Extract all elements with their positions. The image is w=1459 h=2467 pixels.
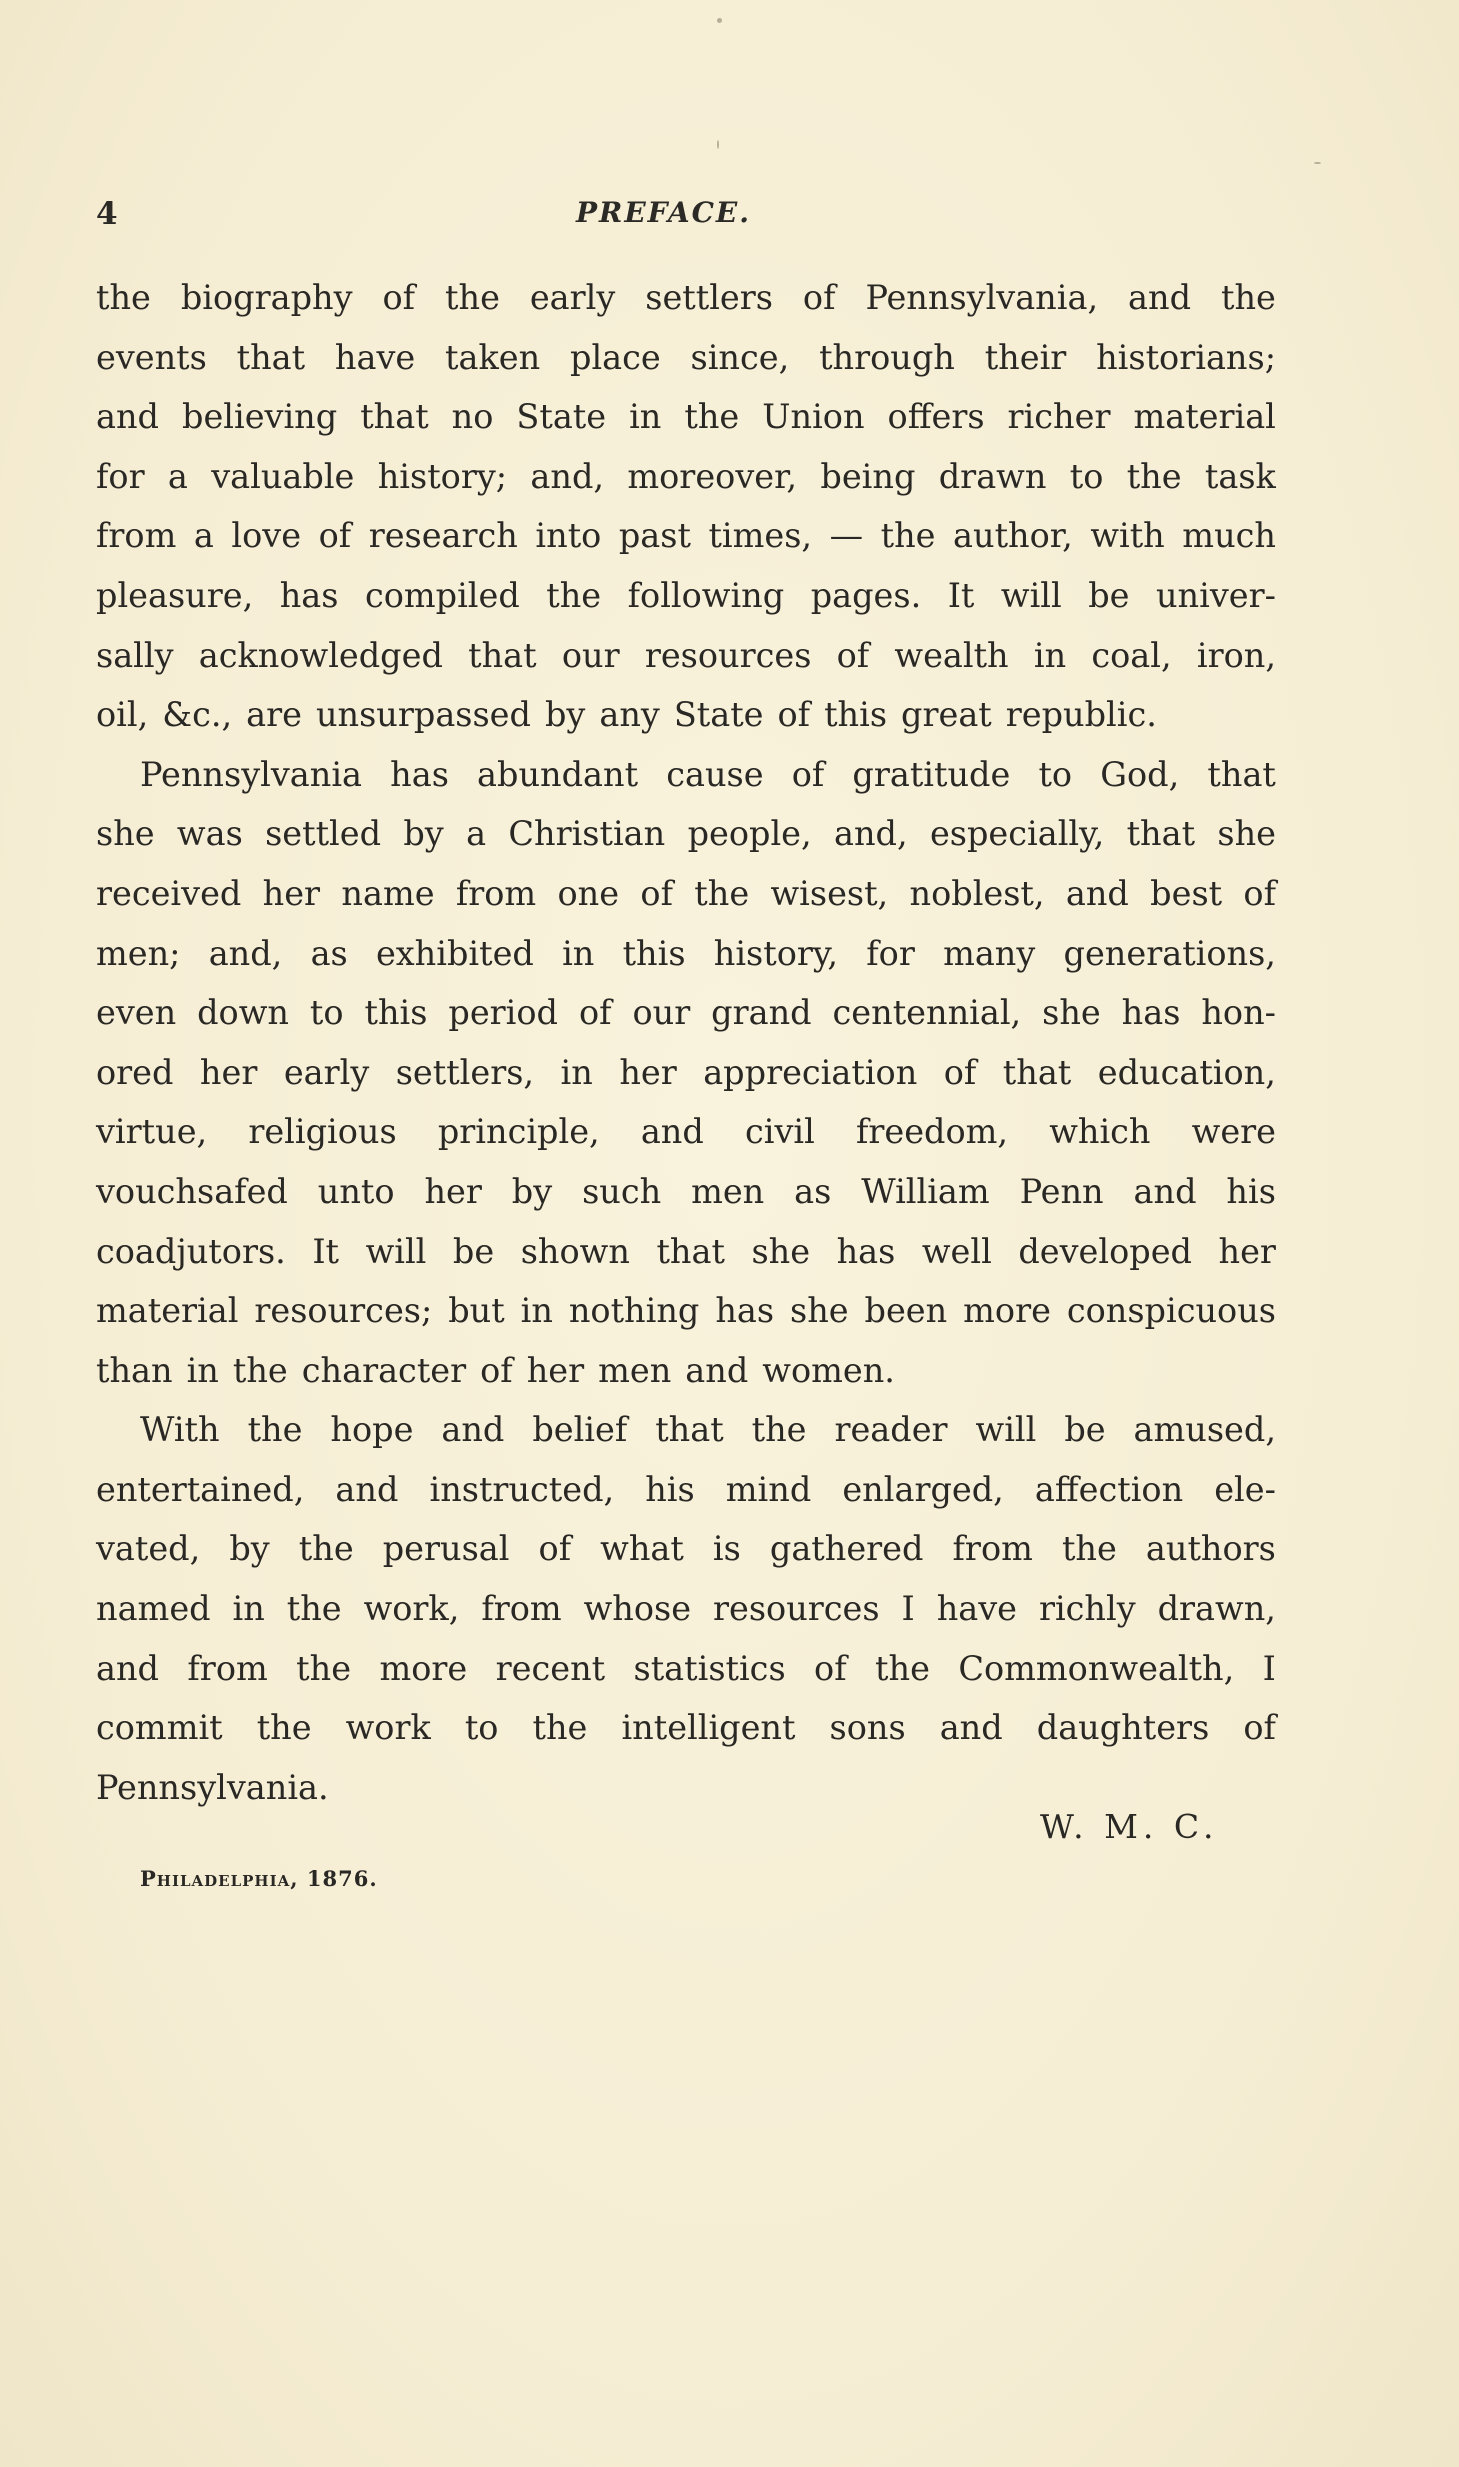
word: valuable	[211, 456, 355, 496]
word: much	[1182, 516, 1276, 556]
word: her	[424, 1171, 482, 1211]
word: her	[526, 1350, 585, 1390]
word: the	[247, 1410, 303, 1450]
text-line	[96, 1400, 1276, 1460]
word: their	[984, 337, 1067, 377]
word: sally	[96, 635, 174, 675]
word: any	[599, 695, 660, 735]
word: from	[187, 1648, 268, 1688]
word: in	[1033, 635, 1067, 675]
word: of	[777, 695, 811, 735]
word: in	[520, 1291, 553, 1331]
word: by	[544, 695, 586, 735]
word: and	[96, 1648, 159, 1688]
word: settlers	[645, 278, 773, 317]
text-line	[96, 924, 1276, 984]
paragraph	[96, 745, 1276, 1401]
word: vouchsafed	[96, 1171, 288, 1211]
word: name	[341, 873, 435, 913]
word: It	[947, 575, 975, 615]
word: early	[283, 1052, 370, 1092]
word: I	[901, 1589, 915, 1629]
word: that	[236, 337, 306, 377]
word: she	[790, 1291, 849, 1331]
word: down	[197, 993, 289, 1033]
word: work	[345, 1708, 431, 1748]
text-line	[96, 1281, 1276, 1341]
word: times,	[708, 516, 813, 556]
word: her	[619, 1052, 677, 1092]
page-number: 4	[96, 196, 118, 232]
word: named	[96, 1589, 211, 1629]
word: people,	[687, 814, 812, 854]
word: Christian	[508, 814, 666, 854]
word: of	[1243, 873, 1276, 913]
word: the	[684, 397, 740, 437]
word: will	[365, 1231, 427, 1271]
text-line	[96, 1222, 1276, 1282]
text-line	[96, 566, 1276, 626]
word: to	[1038, 754, 1073, 794]
word: republic.	[1005, 695, 1157, 735]
text-line	[96, 983, 1276, 1043]
word: Union	[762, 397, 865, 437]
word: no	[451, 397, 494, 437]
word: be	[452, 1231, 495, 1271]
word: the	[880, 516, 936, 556]
paragraph	[96, 268, 1276, 745]
word: and	[1133, 1171, 1197, 1211]
word: this	[824, 695, 888, 735]
word: cause	[666, 754, 764, 794]
word: this	[364, 993, 428, 1033]
text-line	[96, 1102, 1276, 1162]
text-line	[96, 1639, 1276, 1699]
word: what	[600, 1529, 684, 1569]
word: Pennsylvania,	[865, 278, 1099, 317]
word: unsurpassed	[315, 695, 531, 735]
word: in	[560, 1052, 593, 1092]
paragraph	[96, 1400, 1276, 1817]
word: her	[1218, 1231, 1276, 1271]
word: It	[312, 1231, 340, 1271]
word: sons	[829, 1708, 906, 1748]
word: early	[529, 278, 616, 317]
word: With	[140, 1410, 220, 1450]
word: iron,	[1196, 635, 1276, 675]
author-initials: W. M. C.	[1040, 1807, 1219, 1846]
word: education,	[1097, 1052, 1276, 1092]
word: our	[561, 635, 620, 675]
word: of	[538, 1529, 572, 1569]
word: compiled	[364, 575, 520, 615]
word: and	[939, 1708, 1003, 1748]
text-line	[96, 506, 1276, 566]
word: from	[455, 873, 537, 913]
text-line	[96, 1460, 1276, 1520]
word: from	[96, 516, 177, 556]
word: that	[656, 1231, 725, 1271]
word: the	[694, 873, 750, 913]
word: in	[232, 1589, 265, 1629]
word: biography	[180, 278, 353, 317]
word: that	[1002, 1052, 1072, 1092]
word: hope	[330, 1410, 414, 1450]
word: the	[232, 1350, 288, 1390]
word: unto	[317, 1171, 395, 1211]
word: more	[963, 1291, 1051, 1331]
word: research	[368, 516, 518, 556]
word: —	[829, 516, 864, 556]
word: offers	[887, 397, 985, 437]
word: historians;	[1096, 337, 1276, 377]
word: that	[360, 397, 429, 437]
word: that	[1207, 754, 1276, 794]
word: ored	[96, 1052, 174, 1092]
word: resources	[644, 635, 812, 675]
word: through	[819, 337, 955, 377]
word: coadjutors.	[96, 1231, 286, 1271]
word: belief	[532, 1410, 628, 1450]
word: religious	[248, 1112, 397, 1152]
text-line	[96, 1519, 1276, 1579]
word: and,	[208, 933, 283, 973]
word: since,	[690, 337, 790, 377]
ink-speck	[717, 18, 722, 23]
word: in	[562, 933, 595, 973]
word: enlarged,	[842, 1469, 1004, 1509]
word: nothing	[568, 1291, 700, 1331]
word: appreciation	[703, 1052, 918, 1092]
word: the	[286, 1589, 342, 1629]
word: wisest,	[770, 873, 889, 913]
word: received	[96, 873, 242, 913]
word: period	[448, 993, 558, 1033]
word: in	[186, 1350, 219, 1390]
text-line	[96, 328, 1276, 388]
word: history,	[713, 933, 839, 973]
word: resources	[713, 1589, 880, 1629]
word: Pennsylvania.	[96, 1767, 329, 1807]
word: to	[464, 1708, 499, 1748]
word: author,	[953, 516, 1073, 556]
word: but	[448, 1291, 505, 1331]
word: gathered	[769, 1529, 924, 1569]
word: is	[712, 1529, 741, 1569]
word: have	[936, 1589, 1017, 1629]
text-line	[96, 864, 1276, 924]
text-line	[96, 1341, 1276, 1401]
word: and	[685, 1350, 749, 1390]
word: into	[535, 516, 602, 556]
word: with	[1090, 516, 1165, 556]
word: amused,	[1133, 1410, 1276, 1450]
word: this	[622, 933, 686, 973]
word: shown	[520, 1231, 630, 1271]
word: whose	[583, 1589, 692, 1629]
word: and,	[833, 814, 908, 854]
word: God,	[1100, 754, 1180, 794]
word: pleasure,	[96, 575, 254, 615]
word: mind	[725, 1469, 812, 1509]
word: from	[481, 1589, 562, 1629]
text-line	[96, 626, 1276, 686]
word: she	[1217, 814, 1276, 854]
word: following	[627, 575, 785, 615]
word: be	[1088, 575, 1130, 615]
word: the	[298, 1529, 354, 1569]
word: by	[511, 1171, 553, 1211]
text-line	[96, 804, 1276, 864]
word: many	[943, 933, 1036, 973]
word: will	[1000, 575, 1062, 615]
word: well	[921, 1231, 992, 1271]
word: settlers,	[395, 1052, 535, 1092]
word: past	[618, 516, 691, 556]
word: the	[751, 1410, 807, 1450]
word: of	[943, 1052, 977, 1092]
word: her	[199, 1052, 258, 1092]
word: univer-	[1155, 575, 1276, 615]
word: the	[546, 575, 602, 615]
word: believing	[182, 397, 338, 437]
word: and	[1065, 873, 1129, 913]
word: instructed,	[429, 1469, 615, 1509]
word: of	[1243, 1708, 1276, 1748]
word: such	[582, 1171, 662, 1211]
text-line	[96, 745, 1276, 805]
word: the	[296, 1648, 352, 1688]
word: and	[96, 397, 159, 437]
word: place	[570, 337, 661, 377]
word: the	[96, 278, 151, 317]
page-header	[96, 196, 1296, 246]
word: I	[1262, 1648, 1276, 1688]
word: &c.,	[162, 695, 233, 735]
text-line	[96, 268, 1276, 328]
word: the	[875, 1648, 930, 1688]
word: will	[975, 1410, 1037, 1450]
word: she	[751, 1231, 811, 1271]
word: developed	[1018, 1231, 1192, 1271]
word: Commonwealth,	[958, 1648, 1235, 1688]
word: grand	[711, 993, 812, 1033]
word: Pennsylvania	[140, 754, 363, 794]
word: and	[335, 1469, 399, 1509]
text-line	[96, 1698, 1276, 1758]
word: a	[466, 814, 487, 854]
word: authors	[1145, 1529, 1276, 1569]
word: from	[952, 1529, 1033, 1569]
word: centennial,	[832, 993, 1022, 1033]
word: Penn	[1019, 1171, 1104, 1211]
word: the	[1221, 278, 1276, 317]
word: entertained,	[96, 1469, 305, 1509]
word: generations,	[1063, 933, 1276, 973]
word: taken	[445, 337, 541, 377]
word: the	[1126, 456, 1182, 496]
word: history;	[377, 456, 508, 496]
word: that	[1126, 814, 1196, 854]
word: that	[655, 1410, 724, 1450]
word: has	[715, 1291, 775, 1331]
word: was	[176, 814, 243, 854]
word: of	[578, 993, 612, 1033]
word: task	[1204, 456, 1276, 496]
word: men	[691, 1171, 765, 1211]
word: moreover,	[627, 456, 798, 496]
word: that	[468, 635, 537, 675]
word: she	[1042, 993, 1101, 1033]
word: wealth	[894, 635, 1009, 675]
word: civil	[744, 1112, 815, 1152]
word: which	[1049, 1112, 1151, 1152]
word: men	[598, 1350, 672, 1390]
word: by	[403, 814, 444, 854]
word: principle,	[437, 1112, 600, 1152]
word: affection	[1034, 1469, 1184, 1509]
word: for	[96, 456, 145, 496]
word: exhibited	[375, 933, 534, 973]
word: has	[1121, 993, 1181, 1033]
text-line	[96, 685, 1276, 745]
word: of	[640, 873, 673, 913]
word: being	[820, 456, 916, 496]
word: as	[794, 1171, 832, 1211]
word: intelligent	[621, 1708, 796, 1748]
place-date: Philadelphia, 1876.	[140, 1866, 378, 1891]
word: commit	[96, 1708, 223, 1748]
word: the	[532, 1708, 588, 1748]
word: even	[96, 993, 177, 1033]
word: freedom,	[855, 1112, 1009, 1152]
word: women.	[762, 1350, 895, 1390]
word: acknowledged	[198, 635, 443, 675]
word: his	[645, 1469, 695, 1509]
word: to	[309, 993, 344, 1033]
word: one	[557, 873, 620, 913]
word: of	[318, 516, 352, 556]
word: has	[836, 1231, 896, 1271]
word: her	[262, 873, 321, 913]
word: the	[445, 278, 500, 317]
word: have	[334, 337, 416, 377]
word: as	[310, 933, 348, 973]
word: perusal	[382, 1529, 510, 1569]
word: settled	[265, 814, 382, 854]
running-head: PREFACE.	[576, 196, 752, 229]
word: great	[901, 695, 992, 735]
word: events	[96, 337, 207, 377]
word: of	[814, 1648, 847, 1688]
word: and,	[530, 456, 605, 496]
word: State	[673, 695, 764, 735]
word: men;	[96, 933, 181, 973]
word: hon-	[1201, 993, 1276, 1033]
word: his	[1226, 1171, 1276, 1211]
text-line	[96, 1043, 1276, 1103]
word: oil,	[96, 695, 149, 735]
word: conspicuous	[1066, 1291, 1276, 1331]
word: material	[96, 1291, 239, 1331]
word: coal,	[1091, 635, 1172, 675]
word: State	[516, 397, 607, 437]
word: to	[1069, 456, 1104, 496]
word: and	[1128, 278, 1192, 317]
word: a	[193, 516, 214, 556]
text-line	[96, 1162, 1276, 1222]
word: and	[640, 1112, 704, 1152]
word: drawn,	[1157, 1589, 1276, 1629]
ink-speck	[717, 140, 719, 149]
word: richer	[1007, 397, 1111, 437]
word: be	[1064, 1410, 1106, 1450]
word: drawn	[938, 456, 1047, 496]
word: William	[861, 1171, 990, 1211]
word: of	[382, 278, 416, 317]
word: virtue,	[96, 1112, 208, 1152]
word: vated,	[96, 1529, 201, 1569]
word: reader	[834, 1410, 948, 1450]
text-line	[96, 387, 1276, 447]
word: been	[864, 1291, 948, 1331]
word: in	[629, 397, 662, 437]
preface-body	[96, 268, 1276, 1817]
word: best	[1150, 873, 1223, 913]
word: recent	[495, 1648, 606, 1688]
word: are	[246, 695, 302, 735]
word: richly	[1038, 1589, 1136, 1629]
word: were	[1191, 1112, 1276, 1152]
text-line	[96, 447, 1276, 507]
word: has	[390, 754, 449, 794]
word: statistics	[633, 1648, 786, 1688]
word: gratitude	[852, 754, 1011, 794]
word: character	[301, 1350, 467, 1390]
word: especially,	[929, 814, 1105, 854]
word: daughters	[1036, 1708, 1210, 1748]
word: she	[96, 814, 155, 854]
word: resources;	[254, 1291, 433, 1331]
word: of	[836, 635, 870, 675]
word: and	[441, 1410, 505, 1450]
word: a	[167, 456, 188, 496]
word: material	[1133, 397, 1276, 437]
word: of	[480, 1350, 513, 1390]
word: the	[256, 1708, 312, 1748]
word: by	[229, 1529, 270, 1569]
word: noblest,	[909, 873, 1045, 913]
word: work,	[363, 1589, 460, 1629]
word: of	[791, 754, 825, 794]
word: than	[96, 1350, 173, 1390]
ink-speck	[1314, 162, 1321, 164]
word: of	[802, 278, 836, 317]
word: for	[866, 933, 915, 973]
word: our	[632, 993, 691, 1033]
word: more	[379, 1648, 468, 1688]
word: has	[279, 575, 339, 615]
word: the	[1061, 1529, 1117, 1569]
word: abundant	[477, 754, 639, 794]
text-line	[96, 1579, 1276, 1639]
word: pages.	[810, 575, 922, 615]
word: ele-	[1214, 1469, 1276, 1509]
word: love	[231, 516, 302, 556]
